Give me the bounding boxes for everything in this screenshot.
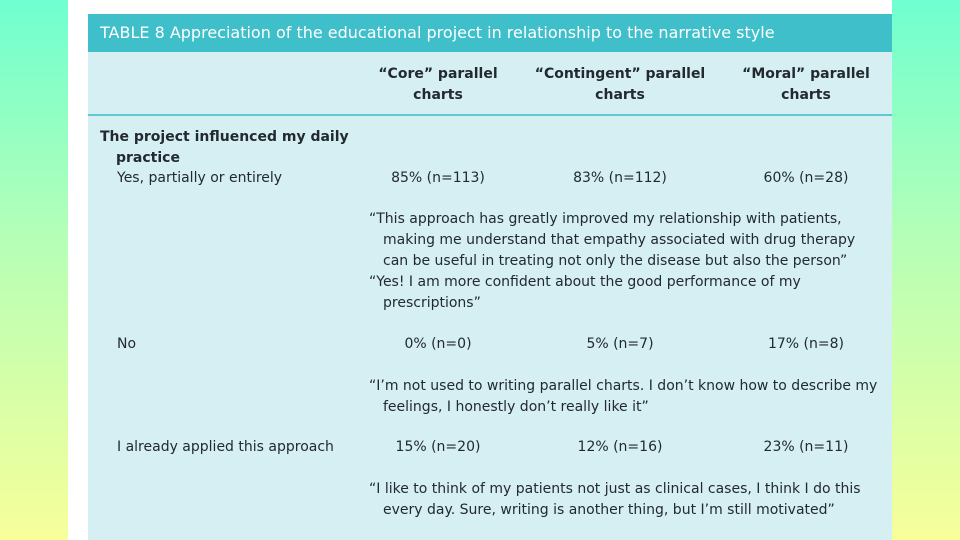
header-divider [88, 114, 892, 116]
section-title: The project influenced my daily practice [100, 129, 349, 166]
cell-yes-contingent: 83% (n=112) [573, 170, 667, 186]
quote-yes-1: “This approach has greatly improved my relationship with patients, making me understand that empathy associated with drug therapy can be useful in treating not only the disease but also the person” [369, 211, 856, 269]
column-header-contingent: “Contingent” parallel charts [534, 66, 706, 103]
row-label-yes: Yes, partially or entirely [117, 170, 283, 186]
quote-already-1: “I like to think of my patients not just as clinical cases, I think I do this every day. Sure, writing is another thing, but I’m still motivated” [369, 481, 861, 518]
cell-no-core: 0% (n=0) [404, 336, 472, 352]
row-label-already-applied: I already applied this approach [117, 439, 334, 455]
quote-yes-2: “Yes! I am more confident about the good performance of my prescriptions” [369, 274, 801, 311]
cell-yes-core: 85% (n=113) [391, 170, 485, 186]
table-title: TABLE 8 Appreciation of the educational project in relationship to the narrative style [88, 14, 892, 52]
cell-no-moral: 17% (n=8) [767, 336, 844, 352]
cell-already-core: 15% (n=20) [395, 439, 481, 455]
cell-already-moral: 23% (n=11) [763, 439, 849, 455]
column-header-core: “Core” parallel charts [378, 66, 498, 103]
cell-no-contingent: 5% (n=7) [586, 336, 654, 352]
column-header-moral: “Moral” parallel charts [742, 66, 870, 103]
quote-no-1: “I’m not used to writing parallel charts. I don’t know how to describe my feelings, I honestly don’t really like it” [369, 378, 878, 415]
cell-already-contingent: 12% (n=16) [577, 439, 663, 455]
row-label-no: No [117, 336, 137, 352]
cell-yes-moral: 60% (n=28) [763, 170, 849, 186]
